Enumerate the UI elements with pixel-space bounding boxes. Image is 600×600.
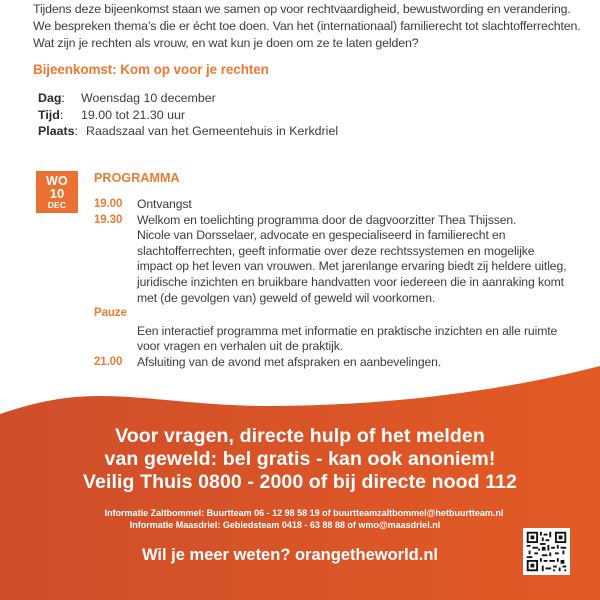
event-heading: Bijeenkomst: Kom op voor je rechten [33, 62, 269, 77]
detail-label: Plaats [38, 124, 75, 138]
program-desc-line: Afsluiting van de avond met afspraken en aanbevelingen. [137, 354, 442, 369]
cta-line: Voor vragen, directe hulp of het melden [115, 425, 485, 447]
program-item [94, 324, 574, 355]
qr-code-icon [523, 528, 570, 575]
program-desc-line: Nicole van Dorsselaer, advocate en gespecialiseerd in familierecht en [137, 228, 506, 243]
program-list [94, 197, 574, 371]
cta-line: Veilig Thuis 0800 - 2000 of bij directe nood 112 [83, 471, 517, 493]
more-info-link[interactable]: Wil je meer weten? orangetheworld.nl [142, 546, 438, 564]
program-desc-line: Welkom en toelichting programma door de dagvoorzitter Thea Thijssen. [137, 212, 517, 227]
program-title: PROGRAMMA [94, 171, 180, 185]
intro-line: Tijdens deze bijeenkomst staan we samen op voor rechtvaardigheid, bewustwording en verandering. [33, 2, 571, 16]
detail-row-time: Tijd: 19.00 tot 21.30 uur [38, 107, 186, 122]
program-time [94, 324, 137, 355]
program-desc-line: Een interactief programma met informatie en praktische inzichten en alle ruimte [137, 323, 558, 338]
cta-line: van geweld: bel gratis - kan ook anoniem! [104, 448, 496, 470]
program-desc-line: Ontvangst [137, 197, 192, 211]
program-time: Pauze [94, 307, 127, 320]
program-desc-line: slachtofferrechten, geeft informatie over deze rechtssystemen en mogelijke [137, 243, 535, 258]
program-item-pause [94, 306, 574, 322]
program-desc-line: voor vragen en verhalen uit de praktijk. [137, 339, 344, 354]
program-desc-line: juridische inzichten en bruikbare handvatten voor iedereen die in aanraking komt [137, 274, 564, 289]
info-line-zaltbommel: Informatie Zaltbommel: Buurtteam 06 - 12 98 58 19 of buurtteamzaltbommel@hetbuurtteam.nl [104, 508, 504, 518]
qr-code-icon[interactable] [523, 528, 570, 575]
detail-value: Woensdag 10 december [81, 91, 216, 105]
info-line-maasdriel: Informatie Maasdriel: Gebiedsteam 0418 - 63 88 88 of wmo@maasdriel.nl [129, 520, 441, 530]
date-day: 10 [49, 186, 65, 201]
intro-paragraph [33, 1, 581, 52]
helpline-call-to-action [0, 425, 600, 494]
date-badge [36, 171, 78, 213]
intro-line: We bespreken thema’s die er écht toe doen. Van het (internationaal) familierecht tot slachtofferrechten. [33, 19, 581, 33]
program-item [94, 213, 574, 307]
program-item [94, 197, 574, 213]
program-time: 19.00 [94, 198, 123, 210]
date-weekday: WO [46, 173, 68, 188]
date-month: DEC [47, 200, 67, 210]
intro-line: Wat zijn je rechten als vrouw, en wat kun je doen om ze te laten gelden? [33, 36, 419, 50]
program-desc-line: impact op het leven van vrouwen. Met jarenlange ervaring biedt zij heldere uitleg, [137, 259, 567, 274]
detail-row-place: Plaats: Raadszaal van het Gemeentehuis in Kerkdriel [38, 124, 339, 138]
detail-label: Tijd [38, 107, 60, 122]
program-time: 19.30 [94, 213, 123, 226]
event-details [38, 90, 338, 140]
detail-value: 19.00 tot 21.30 uur [81, 107, 186, 122]
local-contact-info [0, 507, 600, 531]
program-desc-line [137, 306, 574, 322]
program-time: 21.00 [94, 355, 123, 368]
program-desc-line: met (de gevolgen van) geweld of geweld wil voorkomen. [137, 290, 436, 305]
detail-label: Dag [38, 91, 62, 105]
detail-row-day: Dag: Woensdag 10 december [38, 91, 216, 105]
detail-value: Raadszaal van het Gemeentehuis in Kerkdriel [86, 124, 339, 138]
